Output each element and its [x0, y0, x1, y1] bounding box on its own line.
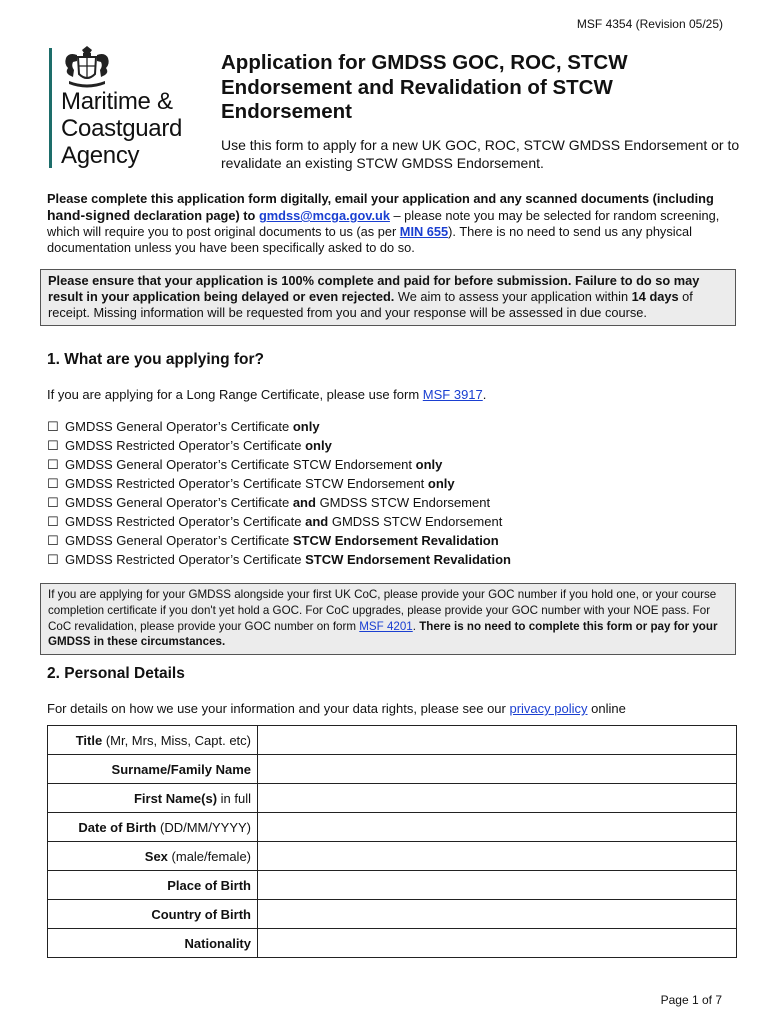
intro-text: – please note you may be selected for random screening, which will require you to post original documents to us (as per	[47, 208, 720, 239]
document-subtitle: Use this form to apply for a new UK GOC, ROC, STCW GMDSS Endorsement or to revalidate an existing STCW GMDSS Endorsement.	[221, 137, 740, 171]
table-row	[48, 726, 737, 755]
option-text: GMDSS Restricted Operator’s Certificate STCW Endorsement	[65, 476, 428, 491]
option-item[interactable]	[47, 493, 511, 512]
title-field[interactable]	[258, 726, 737, 755]
checkbox[interactable]: ☐	[47, 458, 59, 473]
option-item[interactable]	[47, 550, 511, 569]
info-bold: There is no need to complete this form or pay for your GMDSS in these circumstances.	[48, 619, 718, 649]
section-1-intro	[47, 387, 486, 402]
option-text: GMDSS General Operator’s Certificate STCW Endorsement	[65, 457, 416, 472]
label-bold: First Name(s)	[133, 790, 218, 806]
table-row	[48, 813, 737, 842]
option-item[interactable]	[47, 417, 511, 436]
table-row	[48, 929, 737, 958]
checkbox[interactable]: ☐	[47, 515, 59, 530]
option-after: GMDSS STCW Endorsement	[328, 514, 503, 529]
option-bold: and	[305, 514, 329, 529]
notice-text: We aim to assess your application within	[394, 289, 632, 304]
msf-3917-link[interactable]: MSF 3917	[422, 387, 483, 402]
checkbox[interactable]: ☐	[47, 534, 59, 549]
option-bold: STCW Endorsement Revalidation	[292, 533, 499, 548]
option-bold: only	[415, 457, 443, 472]
sex-field[interactable]	[258, 842, 737, 871]
royal-crest-icon	[61, 44, 113, 90]
table-row	[48, 784, 737, 813]
option-text: GMDSS General Operator’s Certificate	[65, 533, 293, 548]
surname-field[interactable]	[258, 755, 737, 784]
option-text: GMDSS General Operator’s Certificate	[65, 419, 293, 434]
label-hint: (DD/MM/YYYY)	[156, 819, 251, 835]
completion-notice	[40, 269, 736, 326]
label-bold: Surname/Family Name	[111, 761, 251, 777]
notice-days: 14 days	[631, 289, 679, 304]
field-label	[48, 900, 258, 929]
label-hint: (male/female)	[167, 848, 251, 864]
privacy-policy-link[interactable]: privacy policy	[509, 701, 588, 716]
label-hint: in full	[217, 790, 251, 806]
option-text: GMDSS Restricted Operator’s Certificate	[65, 552, 306, 567]
option-bold: STCW Endorsement Revalidation	[305, 552, 511, 567]
option-bold: and	[292, 495, 316, 510]
s2-intro-end: online	[587, 701, 626, 716]
checkbox[interactable]: ☐	[47, 477, 59, 492]
section-2-intro	[47, 701, 626, 716]
place-of-birth-field[interactable]	[258, 871, 737, 900]
option-after: GMDSS STCW Endorsement	[315, 495, 491, 510]
section-2-heading: 2. Personal Details	[47, 665, 185, 682]
label-bold: Date of Birth	[78, 819, 157, 835]
logo-line: Agency	[61, 142, 140, 169]
min-655-link[interactable]: MIN 655	[399, 224, 449, 239]
option-bold: only	[427, 476, 455, 491]
notice-text: of receipt. Missing information will be requested from you and your response will be assessed in due course.	[48, 289, 693, 320]
info-text: .	[412, 619, 420, 633]
label-bold: Place of Birth	[167, 877, 251, 893]
email-link[interactable]: gmdss@mcga.gov.uk	[258, 208, 390, 223]
s1-intro-text: If you are applying for a Long Range Certificate, please use form	[47, 387, 423, 402]
s1-intro-end: .	[482, 387, 487, 402]
label-bold: Sex	[144, 848, 168, 864]
s2-intro-text: For details on how we use your information and your data rights, please see our	[47, 701, 510, 716]
mca-logo	[49, 44, 209, 172]
personal-details-table	[47, 725, 737, 958]
field-label	[48, 842, 258, 871]
intro-bold: declaration page) to	[130, 208, 259, 223]
checkbox[interactable]: ☐	[47, 496, 59, 511]
nationality-field[interactable]	[258, 929, 737, 958]
intro-hand-signed: hand-signed	[47, 207, 131, 223]
option-bold: only	[305, 438, 332, 453]
intro-bold: Please complete this application form digitally, email your application and any scanned documents (including	[47, 191, 714, 206]
table-row	[48, 842, 737, 871]
option-item[interactable]	[47, 512, 511, 531]
option-item[interactable]	[47, 531, 511, 550]
table-row	[48, 900, 737, 929]
option-text: GMDSS Restricted Operator’s Certificate	[65, 514, 306, 529]
option-bold: only	[292, 419, 320, 434]
coc-info-box	[40, 583, 736, 655]
notice-bold: Please ensure that your application is 100% complete and paid for before submission. Failure to do so may result in your application being delayed or even rejected.	[48, 273, 700, 304]
checkbox[interactable]: ☐	[47, 553, 59, 568]
document-title: Application for GMDSS GOC, ROC, STCW Endorsement and Revalidation of STCW Endorsement	[221, 51, 628, 123]
field-label	[48, 726, 258, 755]
info-text: If you are applying for your GMDSS alongside your first UK CoC, please provide your GOC number if you hold one, or your course completion certificate if you don't yet hold a GOC. For CoC upgrades, please provide your GOC number with your NOE pass. For CoC revalidation, please provide your GOC number on form	[48, 588, 717, 633]
checkbox[interactable]: ☐	[47, 439, 59, 454]
form-code: MSF 4354 (Revision 05/25)	[576, 17, 723, 31]
checkbox[interactable]: ☐	[47, 420, 59, 435]
label-bold: Country of Birth	[151, 906, 251, 922]
logo-line: Coastguard	[61, 115, 183, 142]
label-bold: Title	[75, 732, 103, 748]
field-label	[48, 871, 258, 900]
field-label	[48, 755, 258, 784]
intro-paragraph	[47, 191, 727, 256]
option-text: GMDSS Restricted Operator’s Certificate	[65, 438, 306, 453]
option-item[interactable]	[47, 436, 511, 455]
logo-bar	[49, 48, 52, 168]
first-names-field[interactable]	[258, 784, 737, 813]
page-number: Page 1 of 7	[660, 993, 722, 1007]
msf-4201-link[interactable]: MSF 4201	[359, 619, 413, 633]
table-row	[48, 871, 737, 900]
application-options	[47, 417, 511, 569]
section-1-heading: 1. What are you applying for?	[47, 351, 265, 368]
logo-wordmark	[61, 88, 182, 169]
intro-text: ). There is no need to send us any physical documentation unless you have been specifically asked to do so.	[47, 224, 692, 255]
country-of-birth-field[interactable]	[258, 900, 737, 929]
label-bold: Nationality	[184, 935, 251, 951]
option-text: GMDSS General Operator’s Certificate	[65, 495, 293, 510]
table-row	[48, 755, 737, 784]
logo-line: Maritime &	[61, 88, 173, 115]
label-hint: (Mr, Mrs, Miss, Capt. etc)	[102, 732, 251, 748]
option-item[interactable]	[47, 474, 511, 493]
field-label	[48, 929, 258, 958]
field-label	[48, 784, 258, 813]
option-item[interactable]	[47, 455, 511, 474]
field-label	[48, 813, 258, 842]
date-of-birth-field[interactable]	[258, 813, 737, 842]
